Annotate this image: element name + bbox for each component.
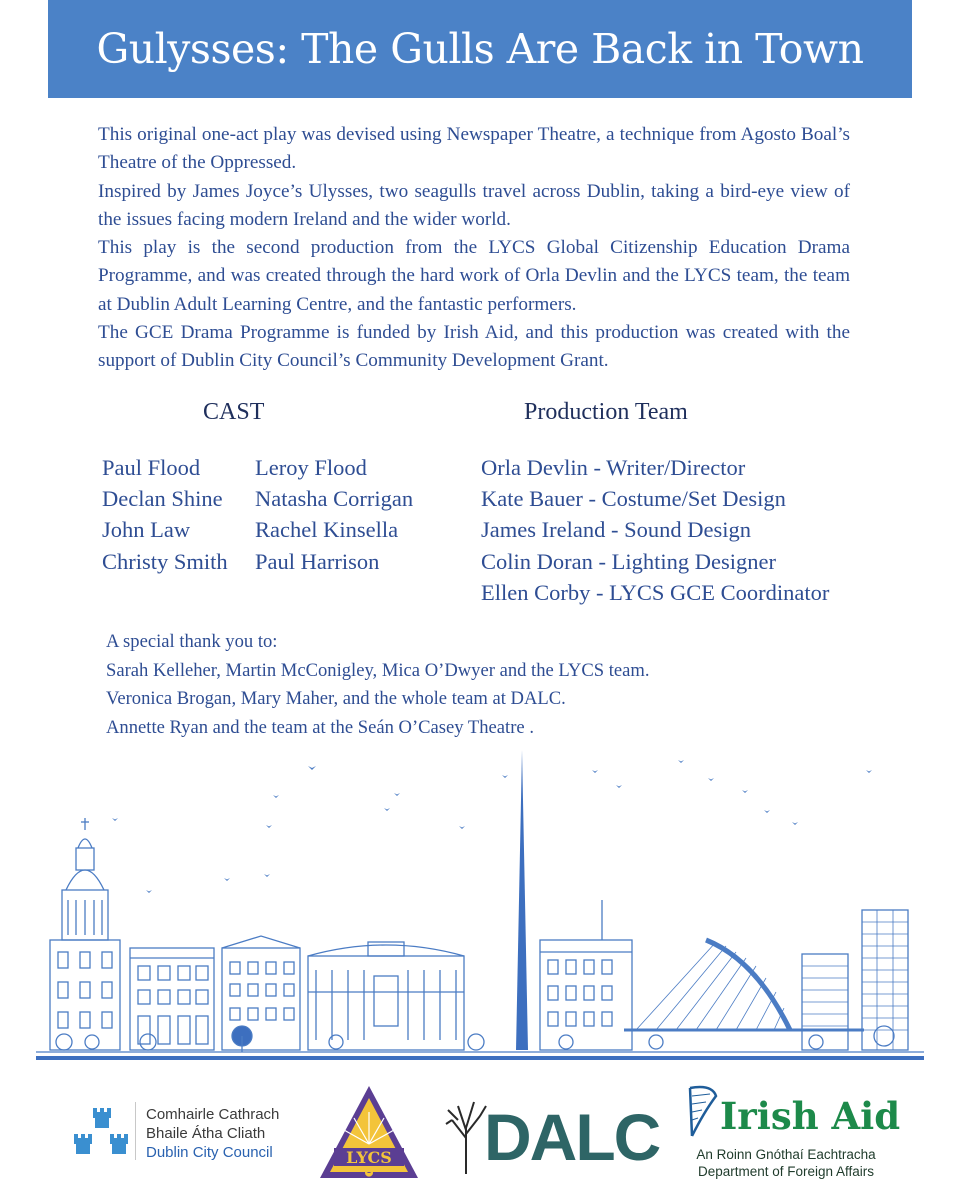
page-title: Gulysses: The Gulls Are Back in Town bbox=[96, 25, 864, 73]
production-member: James Ireland - Sound Design bbox=[481, 517, 751, 543]
intro-paragraph: Inspired by James Joyce’s Ulysses, two seagulls travel across Dublin, taking a bird-eye view of the issues facing modern Ireland and the wider world. bbox=[98, 180, 850, 230]
cast-member: Leroy Flood bbox=[255, 455, 367, 480]
cast-member: John Law bbox=[102, 517, 191, 543]
cast-member: Natasha Corrigan bbox=[255, 486, 414, 512]
dalc-logo-text: DALC bbox=[484, 1100, 660, 1174]
thanks-line: Sarah Kelleher, Martin McConigley, Mica O’Dwyer and the LYCS team. bbox=[106, 659, 650, 681]
production-member: Orla Devlin - Writer/Director bbox=[481, 455, 746, 480]
thanks-line: Annette Ryan and the team at the Seán O’Casey Theatre . bbox=[106, 716, 534, 738]
dublin-city-council-logo bbox=[146, 1105, 279, 1162]
dcc-line: Bhaile Átha Cliath bbox=[146, 1125, 266, 1142]
tree-icon bbox=[444, 1094, 488, 1176]
intro-paragraph: This play is the second production from the LYCS Global Citizenship Education Drama Programme, and was created through the hard work of Orla Devlin and the LYCS team, the team at Dublin Adult Learning Centre, and the fantastic performers. bbox=[98, 237, 850, 315]
lycs-logo bbox=[314, 1082, 424, 1182]
thanks-heading: A special thank you to: bbox=[106, 631, 278, 652]
intro-text bbox=[98, 121, 850, 376]
dublin-skyline-illustration bbox=[36, 730, 924, 1070]
dcc-line: Comhairle Cathrach bbox=[146, 1106, 280, 1123]
cast-member: Rachel Kinsella bbox=[255, 517, 399, 543]
divider bbox=[135, 1102, 136, 1160]
intro-paragraph: The GCE Drama Programme is funded by Irish Aid, and this production was created with the support of Dublin City Council’s Community Development Grant. bbox=[98, 322, 850, 372]
production-team-list bbox=[481, 452, 829, 608]
cast-list-left bbox=[102, 452, 228, 577]
thanks-line: Veronica Brogan, Mary Maher, and the whole team at DALC. bbox=[106, 688, 566, 709]
production-member: Colin Doran - Lighting Designer bbox=[481, 548, 776, 574]
cast-member: Declan Shine bbox=[102, 486, 223, 512]
irish-aid-title: Irish Aid bbox=[720, 1094, 901, 1138]
harp-icon bbox=[682, 1082, 722, 1142]
intro-paragraph: This original one-act play was devised using Newspaper Theatre, a technique from Agosto Boal’s Theatre of the Oppressed. bbox=[98, 124, 850, 174]
bird-icons bbox=[112, 760, 872, 893]
cast-member: Paul Flood bbox=[102, 455, 201, 480]
production-member: Ellen Corby - LYCS GCE Coordinator bbox=[481, 579, 830, 605]
dcc-line: Dublin City Council bbox=[146, 1144, 273, 1161]
cast-heading: CAST bbox=[203, 399, 265, 425]
lycs-logo-text: LYCS bbox=[346, 1148, 392, 1167]
castle-icon bbox=[74, 1108, 128, 1156]
cast-list-right bbox=[255, 452, 413, 577]
thanks-section bbox=[106, 628, 650, 742]
irish-aid-subtitle bbox=[686, 1146, 886, 1180]
cast-member: Paul Harrison bbox=[255, 548, 380, 574]
cast-member: Christy Smith bbox=[102, 548, 228, 574]
irish-aid-line: An Roinn Gnóthaí Eachtracha bbox=[696, 1147, 876, 1162]
production-team-heading: Production Team bbox=[524, 399, 688, 425]
title-banner bbox=[48, 0, 912, 98]
irish-aid-line: Department of Foreign Affairs bbox=[697, 1164, 875, 1179]
production-member: Kate Bauer - Costume/Set Design bbox=[481, 486, 786, 512]
